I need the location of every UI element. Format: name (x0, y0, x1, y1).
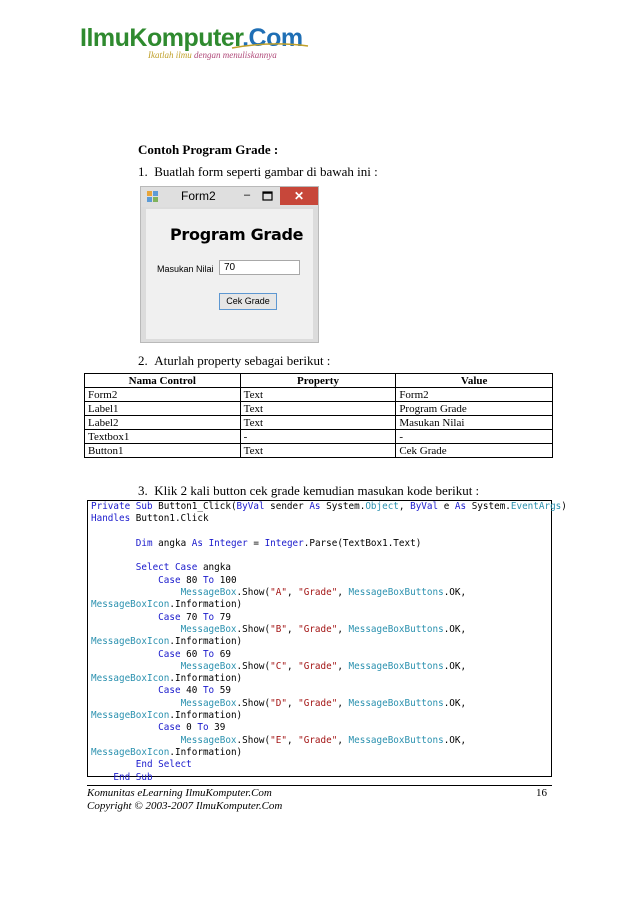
code-token (91, 759, 136, 770)
footer-copyright: Copyright © 2003-2007 IlmuKomputer.Com (87, 800, 283, 812)
nilai-input[interactable]: 70 (219, 260, 300, 275)
code-token: .OK, (443, 660, 467, 672)
maximize-icon[interactable] (261, 189, 275, 203)
code-token: MessageBoxButtons (348, 623, 444, 635)
code-token: MessageBoxIcon (91, 599, 170, 611)
code-token (91, 649, 158, 660)
code-line (91, 587, 551, 599)
code-token: Case (158, 574, 181, 586)
code-line (91, 562, 551, 574)
code-line (91, 501, 567, 513)
code-token: As (309, 501, 321, 512)
code-token: .OK, (443, 697, 467, 709)
code-token: .Show( (236, 587, 271, 599)
table-cell: Form2 (396, 388, 553, 402)
code-token (91, 624, 181, 635)
code-token: 70 (180, 611, 203, 623)
code-token: End Select (135, 759, 192, 771)
code-token: MessageBox (180, 623, 237, 635)
code-token: To (202, 574, 215, 586)
site-logo (80, 24, 310, 64)
code-line (91, 772, 551, 784)
code-line (91, 685, 551, 697)
code-token: , (286, 623, 299, 635)
code-token: Case (158, 611, 181, 623)
code-token: , (337, 587, 349, 599)
table-cell: - (396, 430, 553, 444)
code-token: angka (152, 537, 192, 549)
code-token: "B" (270, 623, 287, 635)
col-header: Nama Control (85, 374, 241, 388)
code-token: Case (158, 722, 181, 734)
code-token: System. (320, 501, 366, 512)
code-token: MessageBox (180, 734, 237, 746)
code-line (91, 550, 551, 562)
code-token: , (337, 734, 349, 746)
code-token: "Grade" (298, 623, 338, 635)
code-line (91, 710, 551, 722)
cek-grade-button[interactable]: Cek Grade (219, 293, 277, 310)
code-token: Case (158, 648, 181, 660)
code-token (91, 612, 158, 623)
code-token (91, 722, 158, 733)
code-token: 40 (180, 685, 203, 697)
code-line (91, 526, 551, 538)
code-line (91, 599, 551, 611)
table-row (85, 430, 553, 444)
code-token: .Information) (169, 710, 243, 722)
footer-divider (87, 785, 552, 786)
code-token (91, 538, 136, 549)
step-1: 1. Buatlah form seperti gambar di bawah ini : (138, 164, 378, 179)
logo-wordmark: IlmuKomputer.Com (80, 24, 303, 52)
table-cell: Textbox1 (85, 430, 241, 444)
code-token: .OK, (443, 623, 467, 635)
code-token: = (247, 537, 265, 549)
code-token: Object (365, 501, 399, 512)
code-line (91, 612, 551, 624)
table-cell: Label1 (85, 402, 241, 416)
code-token: MessageBoxIcon (91, 710, 170, 722)
table-cell: - (240, 430, 396, 444)
code-line (91, 513, 551, 525)
code-token: .Show( (236, 660, 271, 672)
code-line (91, 624, 551, 636)
code-token: Button1_Click( (152, 501, 237, 512)
code-token: "A" (270, 587, 287, 599)
code-token: e (438, 501, 455, 512)
code-token: "Grade" (298, 660, 338, 672)
code-token: MessageBoxButtons (348, 697, 444, 709)
code-token: To (202, 611, 215, 623)
code-token: , (337, 660, 349, 672)
code-token: End Sub (113, 771, 153, 783)
code-token: .Information) (169, 599, 243, 611)
code-token: 79 (214, 611, 231, 623)
code-token: As (454, 501, 467, 512)
code-listing (87, 500, 567, 783)
footer-community: Komunitas eLearning IlmuKomputer.Com (87, 787, 272, 799)
code-line (91, 575, 551, 587)
code-line (91, 698, 551, 710)
code-token: 39 (208, 722, 226, 734)
code-token: As (191, 537, 203, 549)
form2-window (140, 186, 319, 343)
code-token (91, 562, 136, 573)
code-line (91, 636, 551, 648)
step-3: 3. Klik 2 kali button cek grade kemudian masukan kode berikut : (138, 483, 480, 498)
code-token: , (286, 660, 299, 672)
form-app-icon (147, 191, 159, 202)
code-token: MessageBoxIcon (91, 636, 170, 648)
table-cell: Cek Grade (396, 444, 553, 458)
code-token: To (202, 648, 215, 660)
code-token: ByVal (236, 501, 265, 512)
code-token: "Grade" (298, 734, 338, 746)
code-token: "E" (270, 734, 287, 746)
code-token: , (286, 587, 299, 599)
code-token: MessageBox (180, 697, 237, 709)
code-token: .Parse(TextBox1.Text) (303, 537, 422, 549)
table-cell: Text (240, 416, 396, 430)
code-token (91, 735, 181, 746)
table-row (85, 444, 553, 458)
code-token: , (286, 697, 299, 709)
close-icon[interactable]: ✕ (280, 187, 318, 205)
code-token: MessageBoxIcon (91, 746, 170, 758)
code-token (91, 685, 158, 696)
code-token: 60 (180, 648, 203, 660)
code-token: 69 (214, 648, 231, 660)
code-token: , (286, 734, 299, 746)
code-line (91, 759, 551, 771)
code-token: angka (197, 562, 231, 574)
code-token: "C" (270, 660, 287, 672)
code-token: 100 (214, 574, 237, 586)
code-token: .Information) (169, 746, 243, 758)
code-token: ) (561, 501, 567, 512)
window-caption: Form2 (181, 189, 216, 203)
code-token: System. (466, 501, 511, 512)
window-titlebar (141, 187, 318, 207)
code-token (91, 575, 158, 586)
code-token: To (202, 685, 215, 697)
code-token (91, 661, 181, 672)
code-token: MessageBoxButtons (348, 587, 444, 599)
code-token: .Information) (169, 636, 243, 648)
code-token: .OK, (443, 734, 467, 746)
logo-tagline: Ikatlah ilmu dengan menuliskannya (148, 50, 277, 60)
code-token: "D" (270, 697, 287, 709)
code-token: MessageBox (180, 587, 237, 599)
code-token: Button1.Click (130, 513, 209, 525)
code-token: Integer (264, 537, 304, 549)
col-header: Property (240, 374, 396, 388)
logo-swoosh-icon (230, 43, 310, 49)
code-token: Integer (208, 537, 248, 549)
code-line (91, 673, 551, 685)
code-token: .Information) (169, 673, 243, 685)
table-cell: Text (240, 444, 396, 458)
code-line (91, 735, 551, 747)
code-token: 59 (214, 685, 231, 697)
code-token: .Show( (236, 697, 271, 709)
code-line (91, 661, 551, 673)
nilai-label: Masukan Nilai (157, 264, 214, 274)
code-line (91, 722, 551, 734)
table-cell: Program Grade (396, 402, 553, 416)
code-token: Select Case (135, 562, 198, 574)
form-heading-label: Program Grade (170, 225, 304, 244)
code-token: ByVal (410, 501, 439, 512)
code-token: MessageBox (180, 660, 237, 672)
table-cell: Button1 (85, 444, 241, 458)
code-token: Dim (135, 537, 153, 549)
code-token: Handles (91, 513, 131, 525)
code-token: MessageBoxIcon (91, 673, 170, 685)
code-token: "Grade" (298, 697, 338, 709)
code-token: To (197, 722, 209, 734)
code-token: , (337, 697, 349, 709)
code-token: , (398, 501, 411, 512)
code-token: MessageBoxButtons (348, 734, 444, 746)
code-token: Case (158, 685, 181, 697)
page-number: 16 (536, 787, 547, 799)
table-cell: Form2 (85, 388, 241, 402)
code-token: , (337, 623, 349, 635)
table-row (85, 416, 553, 430)
code-token: sender (264, 501, 310, 512)
table-row (85, 402, 553, 416)
table-cell: Masukan Nilai (396, 416, 553, 430)
code-token: Private Sub (91, 501, 153, 512)
window-client-area (146, 209, 313, 339)
col-header: Value (396, 374, 553, 388)
code-token (91, 698, 181, 709)
code-token: .Show( (236, 734, 271, 746)
code-token: MessageBoxButtons (348, 660, 444, 672)
code-token: 80 (180, 574, 203, 586)
code-line (91, 649, 551, 661)
table-header-row (85, 374, 553, 388)
code-token: "Grade" (298, 587, 338, 599)
code-token: 0 (180, 722, 198, 734)
code-token: .Show( (236, 623, 271, 635)
code-token (91, 772, 113, 783)
table-cell: Text (240, 402, 396, 416)
code-line (91, 538, 551, 550)
code-line (91, 747, 551, 759)
code-token: EventArgs (510, 501, 562, 512)
table-cell: Text (240, 388, 396, 402)
minimize-icon[interactable]: – (243, 189, 251, 201)
step-2: 2. Aturlah property sebagai berikut : (138, 353, 331, 368)
code-token: .OK, (443, 587, 467, 599)
property-table (84, 373, 553, 458)
table-cell: Label2 (85, 416, 241, 430)
section-title: Contoh Program Grade : (138, 142, 279, 157)
code-token (91, 587, 181, 598)
table-row (85, 388, 553, 402)
